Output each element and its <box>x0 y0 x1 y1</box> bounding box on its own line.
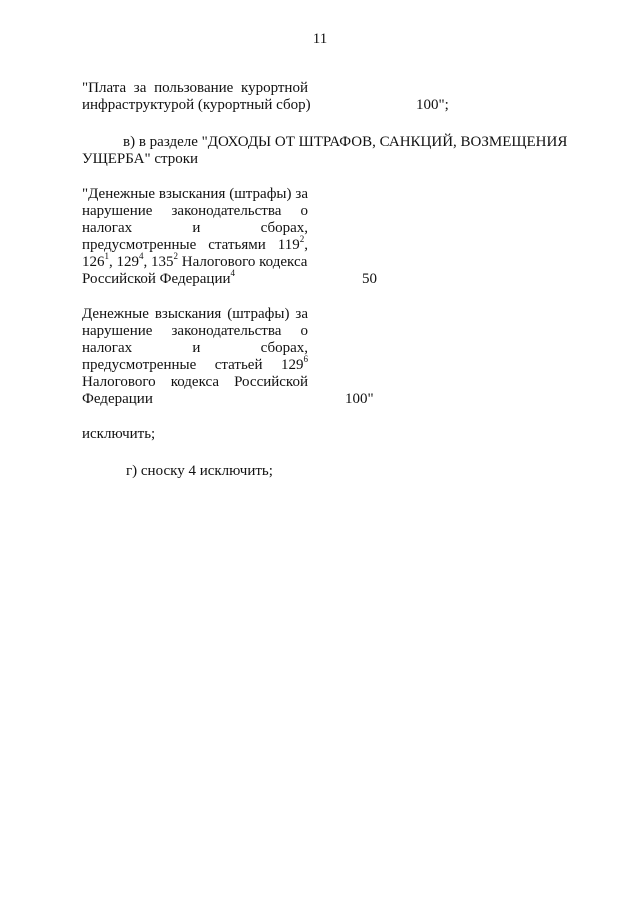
entry-line: "Денежные взыскания (штрафы) за <box>82 186 308 202</box>
entry-line: инфраструктурой (курортный сбор) <box>82 97 311 113</box>
entry-text: , 135 <box>143 254 174 270</box>
page-number: 11 <box>312 31 328 47</box>
superscript: 4 <box>230 268 236 278</box>
entry-line-article <box>82 354 308 374</box>
exclude-line: исключить; <box>82 426 156 442</box>
superscript: 2 <box>299 234 305 244</box>
entry-text: , <box>304 237 308 253</box>
entry-resort-fee <box>82 80 311 114</box>
entry-text: предусмотренные статьей 129 <box>82 357 304 373</box>
entry-line-footnote-ref <box>82 268 308 288</box>
entry-fines-1 <box>82 186 308 288</box>
entry-text: Российской Федерации <box>82 271 231 287</box>
section-g-line: г) сноску 4 исключить; <box>126 463 273 479</box>
entry-text: 126 <box>82 254 105 270</box>
entry-text: предусмотренные статьями 119 <box>82 237 300 253</box>
superscript: 6 <box>303 354 308 364</box>
superscript: 4 <box>139 251 144 261</box>
section-v-line-1: в) в разделе "ДОХОДЫ ОТ ШТРАФОВ, САНКЦИЙ, ВОЗМЕЩЕНИЯ <box>123 134 568 150</box>
section-v-line-2: УЩЕРБА" строки <box>82 151 199 167</box>
entry-line: нарушение законодательства о <box>82 323 308 339</box>
entry-line: налогах и сборах, <box>82 220 308 236</box>
superscript: 1 <box>104 251 109 261</box>
entry-value: 100" <box>345 391 374 407</box>
entry-value: 50 <box>362 271 377 287</box>
entry-value: 100"; <box>416 97 449 113</box>
entry-fines-2 <box>82 306 308 408</box>
entry-line-articles <box>82 234 308 254</box>
entry-text: Налогового кодекса <box>178 254 308 270</box>
entry-line: Налогового кодекса Российской <box>82 374 308 390</box>
entry-line: нарушение законодательства о <box>82 203 308 219</box>
entry-line-articles <box>82 251 308 271</box>
entry-line: Денежные взыскания (штрафы) за <box>82 306 308 322</box>
entry-line: Федерации <box>82 391 153 407</box>
entry-text: , 129 <box>109 254 139 270</box>
superscript: 2 <box>173 251 178 261</box>
entry-line: налогах и сборах, <box>82 340 308 356</box>
entry-line: "Плата за пользование курортной <box>82 80 308 96</box>
